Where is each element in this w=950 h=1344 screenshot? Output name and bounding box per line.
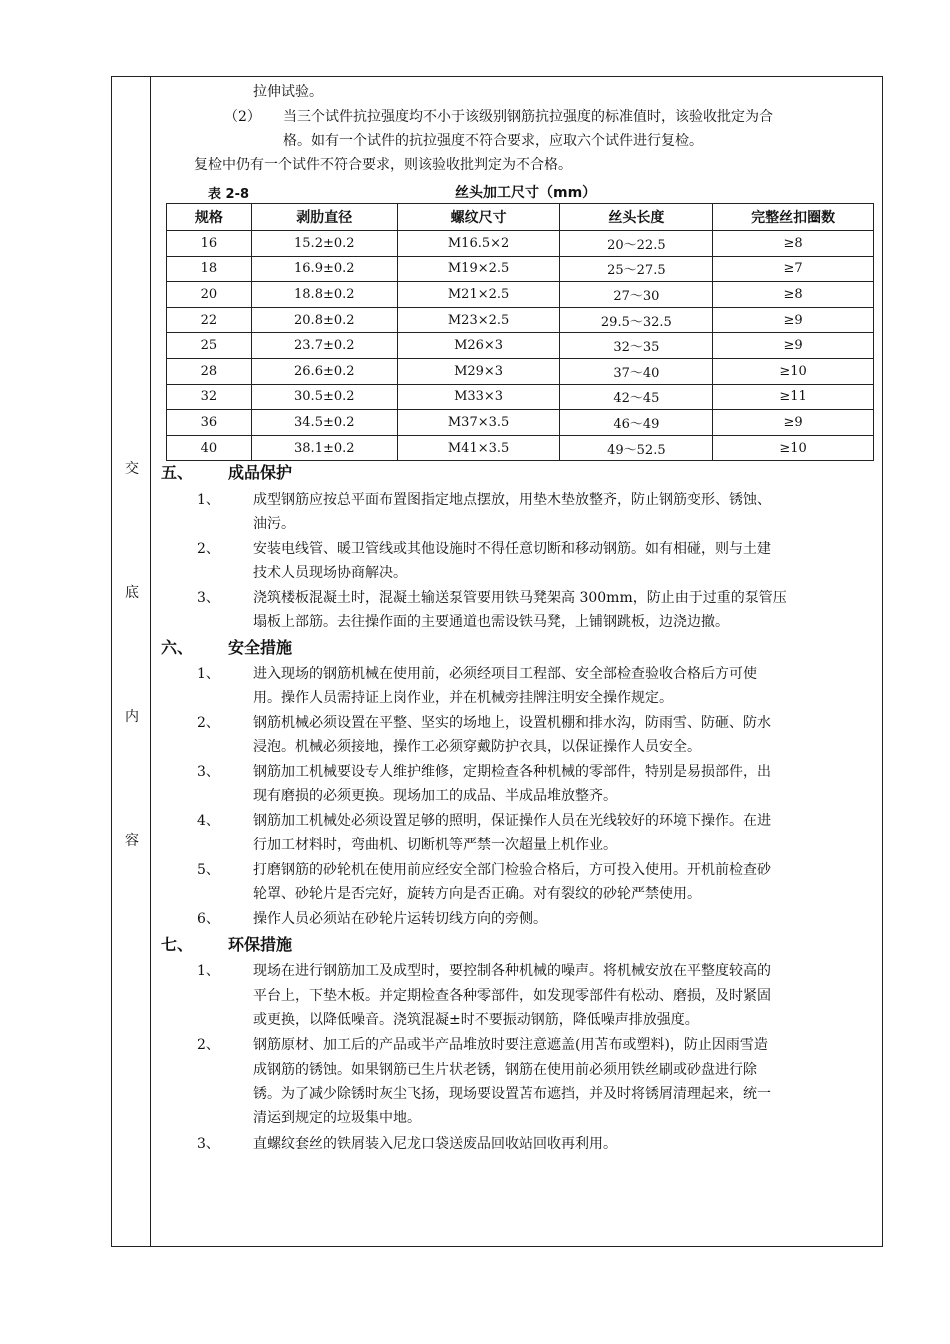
item-text: 浇筑楼板混凝土时，混凝土输送泵管要用铁马凳架高 300mm，防止由于过重的泵管压: [253, 590, 787, 606]
item-text: 成钢筋的锈蚀。如果钢筋已生片状老锈，钢筋在使用前必须用铁丝刷或砂盘进行除: [253, 1062, 757, 1078]
side-label-char: 容: [125, 833, 139, 849]
item-number: 3、: [197, 1136, 220, 1152]
table-cell: 16.9±0.2: [251, 256, 397, 282]
column-header: 规格: [167, 204, 252, 231]
table-cell: 36: [167, 410, 252, 436]
item-number: 2、: [197, 715, 220, 731]
item-number: 3、: [197, 590, 220, 606]
table-row: [167, 333, 874, 359]
item-number: 3、: [197, 764, 220, 780]
table-cell: 15.2±0.2: [251, 231, 397, 257]
table-cell: 23.7±0.2: [251, 333, 397, 359]
item-text: 轮罩、砂轮片是否完好，旋转方向是否正确。对有裂纹的砂轮严禁使用。: [253, 886, 701, 902]
table-cell: ≥7: [713, 256, 874, 282]
table-row: [167, 384, 874, 410]
item-text: 安装电线管、暖卫管线或其他设施时不得任意切断和移动钢筋。如有相碰，则与土建: [253, 541, 771, 557]
item-number: 2、: [197, 541, 220, 557]
table-cell: M21×2.5: [397, 282, 560, 308]
section-title: 成品保护: [228, 463, 293, 482]
table-cell: M23×2.5: [397, 307, 560, 333]
table-cell: M19×2.5: [397, 256, 560, 282]
table-cell: 49～52.5: [560, 435, 713, 461]
table-cell: 22: [167, 307, 252, 333]
table-cell: 28: [167, 358, 252, 384]
side-label-char: 交: [125, 461, 139, 477]
item-text: 钢筋加工机械要设专人维护维修，定期检查各种机械的零部件，特别是易损部件，出: [253, 764, 771, 780]
table-cell: 32: [167, 384, 252, 410]
item-text: 锈。为了减少除锈时灰尘飞扬，现场要设置苫布遮挡，并及时将锈屑清理起来，统一: [253, 1086, 771, 1102]
side-label-char: 内: [125, 709, 139, 725]
table-cell: 38.1±0.2: [251, 435, 397, 461]
table-cell: 25～27.5: [560, 256, 713, 282]
item-text: 油污。: [253, 516, 295, 532]
item-text: 行加工材料时，弯曲机、切断机等严禁一次超量上机作业。: [253, 837, 617, 853]
item-text: 进入现场的钢筋机械在使用前，必须经项目工程部、安全部检查验收合格后方可使: [253, 666, 757, 682]
table-cell: ≥10: [713, 435, 874, 461]
table-row: [167, 435, 874, 461]
item-text: 成型钢筋应按总平面布置图指定地点摆放，用垫木垫放整齐，防止钢筋变形、锈蚀、: [253, 492, 771, 508]
item-text: 技术人员现场协商解决。: [253, 565, 407, 581]
table-cell: M26×3: [397, 333, 560, 359]
table-cell: M37×3.5: [397, 410, 560, 436]
table-cell: ≥10: [713, 358, 874, 384]
item-text: 直螺纹套丝的铁屑装入尼龙口袋送废品回收站回收再利用。: [253, 1136, 617, 1152]
item-text: 钢筋加工机械处必须设置足够的照明，保证操作人员在光线较好的环境下操作。在进: [253, 813, 771, 829]
table-cell: 18: [167, 256, 252, 282]
item-text: 平台上，下垫木板。并定期检查各种零部件，如发现零部件有松动、磨损，及时紧固: [253, 988, 771, 1004]
table-cell: 16: [167, 231, 252, 257]
column-header: 剥肋直径: [251, 204, 397, 231]
table-cell: ≥9: [713, 333, 874, 359]
intro-text: 复检中仍有一个试件不符合要求，则该验收批判定为不合格。: [194, 157, 572, 173]
table-cell: 40: [167, 435, 252, 461]
table-cell: ≥8: [713, 231, 874, 257]
table-title: 丝头加工尺寸（mm）: [455, 185, 597, 201]
item-number: 6、: [197, 911, 220, 927]
table-cell: 46～49: [560, 410, 713, 436]
table-header-row: [167, 204, 874, 231]
item-text: 浸泡。机械必须接地，操作工必须穿戴防护衣具，以保证操作人员安全。: [253, 739, 701, 755]
table-row: [167, 358, 874, 384]
section-number: 六、: [161, 638, 194, 657]
item-text: 现有磨损的必须更换。现场加工的成品、半成品堆放整齐。: [253, 788, 617, 804]
table-cell: M41×3.5: [397, 435, 560, 461]
table-cell: ≥11: [713, 384, 874, 410]
table-cell: M16.5×2: [397, 231, 560, 257]
item-text: 清运到规定的垃圾集中地。: [253, 1110, 421, 1126]
table-cell: M33×3: [397, 384, 560, 410]
item-text: 打磨钢筋的砂轮机在使用前应经安全部门检验合格后，方可投入使用。开机前检查砂: [253, 862, 771, 878]
table-cell: 29.5～32.5: [560, 307, 713, 333]
table-cell: 37～40: [560, 358, 713, 384]
column-header: 完整丝扣圈数: [713, 204, 874, 231]
table-cell: 27～30: [560, 282, 713, 308]
table-cell: ≥8: [713, 282, 874, 308]
column-header: 丝头长度: [560, 204, 713, 231]
table-row: [167, 231, 874, 257]
item-text: 塌板上部筋。去往操作面的主要通道也需设铁马凳，上铺钢跳板，边浇边撤。: [253, 614, 729, 630]
table-row: [167, 256, 874, 282]
item-text: 现场在进行钢筋加工及成型时，要控制各种机械的噪声。将机械安放在平整度较高的: [253, 963, 771, 979]
intro-text: 格。如有一个试件的抗拉强度不符合要求，应取六个试件进行复检。: [283, 133, 703, 149]
table-cell: 42～45: [560, 384, 713, 410]
table-cell: 32～35: [560, 333, 713, 359]
table-cell: 34.5±0.2: [251, 410, 397, 436]
side-label-char: 底: [125, 585, 139, 601]
section-number: 五、: [161, 463, 194, 482]
table-row: [167, 282, 874, 308]
item-number: 5、: [197, 862, 220, 878]
column-header: 螺纹尺寸: [397, 204, 560, 231]
item-number: 4、: [197, 813, 220, 829]
section-number: 七、: [161, 935, 194, 954]
table-cell: ≥9: [713, 410, 874, 436]
table-cell: 20～22.5: [560, 231, 713, 257]
table-row: [167, 307, 874, 333]
intro-text: 拉伸试验。: [253, 84, 323, 100]
item-number: 2、: [197, 1037, 220, 1053]
item-text: 钢筋机械必须设置在平整、坚实的场地上，设置机棚和排水沟，防雨雪、防砸、防水: [253, 715, 771, 731]
item-text: 操作人员必须站在砂轮片运转切线方向的旁侧。: [253, 911, 547, 927]
section-title: 环保措施: [228, 935, 293, 954]
table-row: [167, 410, 874, 436]
item-text: 钢筋原材、加工后的产品或半产品堆放时要注意遮盖(用苫布或塑料)，防止因雨雪造: [253, 1037, 768, 1053]
table-cell: 20.8±0.2: [251, 307, 397, 333]
item-number: 1、: [197, 492, 220, 508]
column-divider: [150, 76, 151, 1247]
item-text: 用。操作人员需持证上岗作业，并在机械旁挂牌注明安全操作规定。: [253, 690, 673, 706]
table-cell: 18.8±0.2: [251, 282, 397, 308]
table-cell: M29×3: [397, 358, 560, 384]
intro-text: 当三个试件抗拉强度均不小于该级别钢筋抗拉强度的标准值时，该验收批定为合: [283, 109, 773, 125]
table-cell: 25: [167, 333, 252, 359]
item-number: 1、: [197, 666, 220, 682]
table-number: 表 2-8: [208, 187, 250, 202]
table-cell: 30.5±0.2: [251, 384, 397, 410]
section-title: 安全措施: [228, 638, 293, 657]
spec-table: [166, 203, 874, 461]
item-number: 1、: [197, 963, 220, 979]
table-cell: 26.6±0.2: [251, 358, 397, 384]
item-number: （2）: [224, 109, 261, 125]
item-text: 或更换，以降低噪音。浇筑混凝±时不要振动钢筋，降低噪声排放强度。: [253, 1012, 699, 1028]
table-cell: 20: [167, 282, 252, 308]
table-cell: ≥9: [713, 307, 874, 333]
